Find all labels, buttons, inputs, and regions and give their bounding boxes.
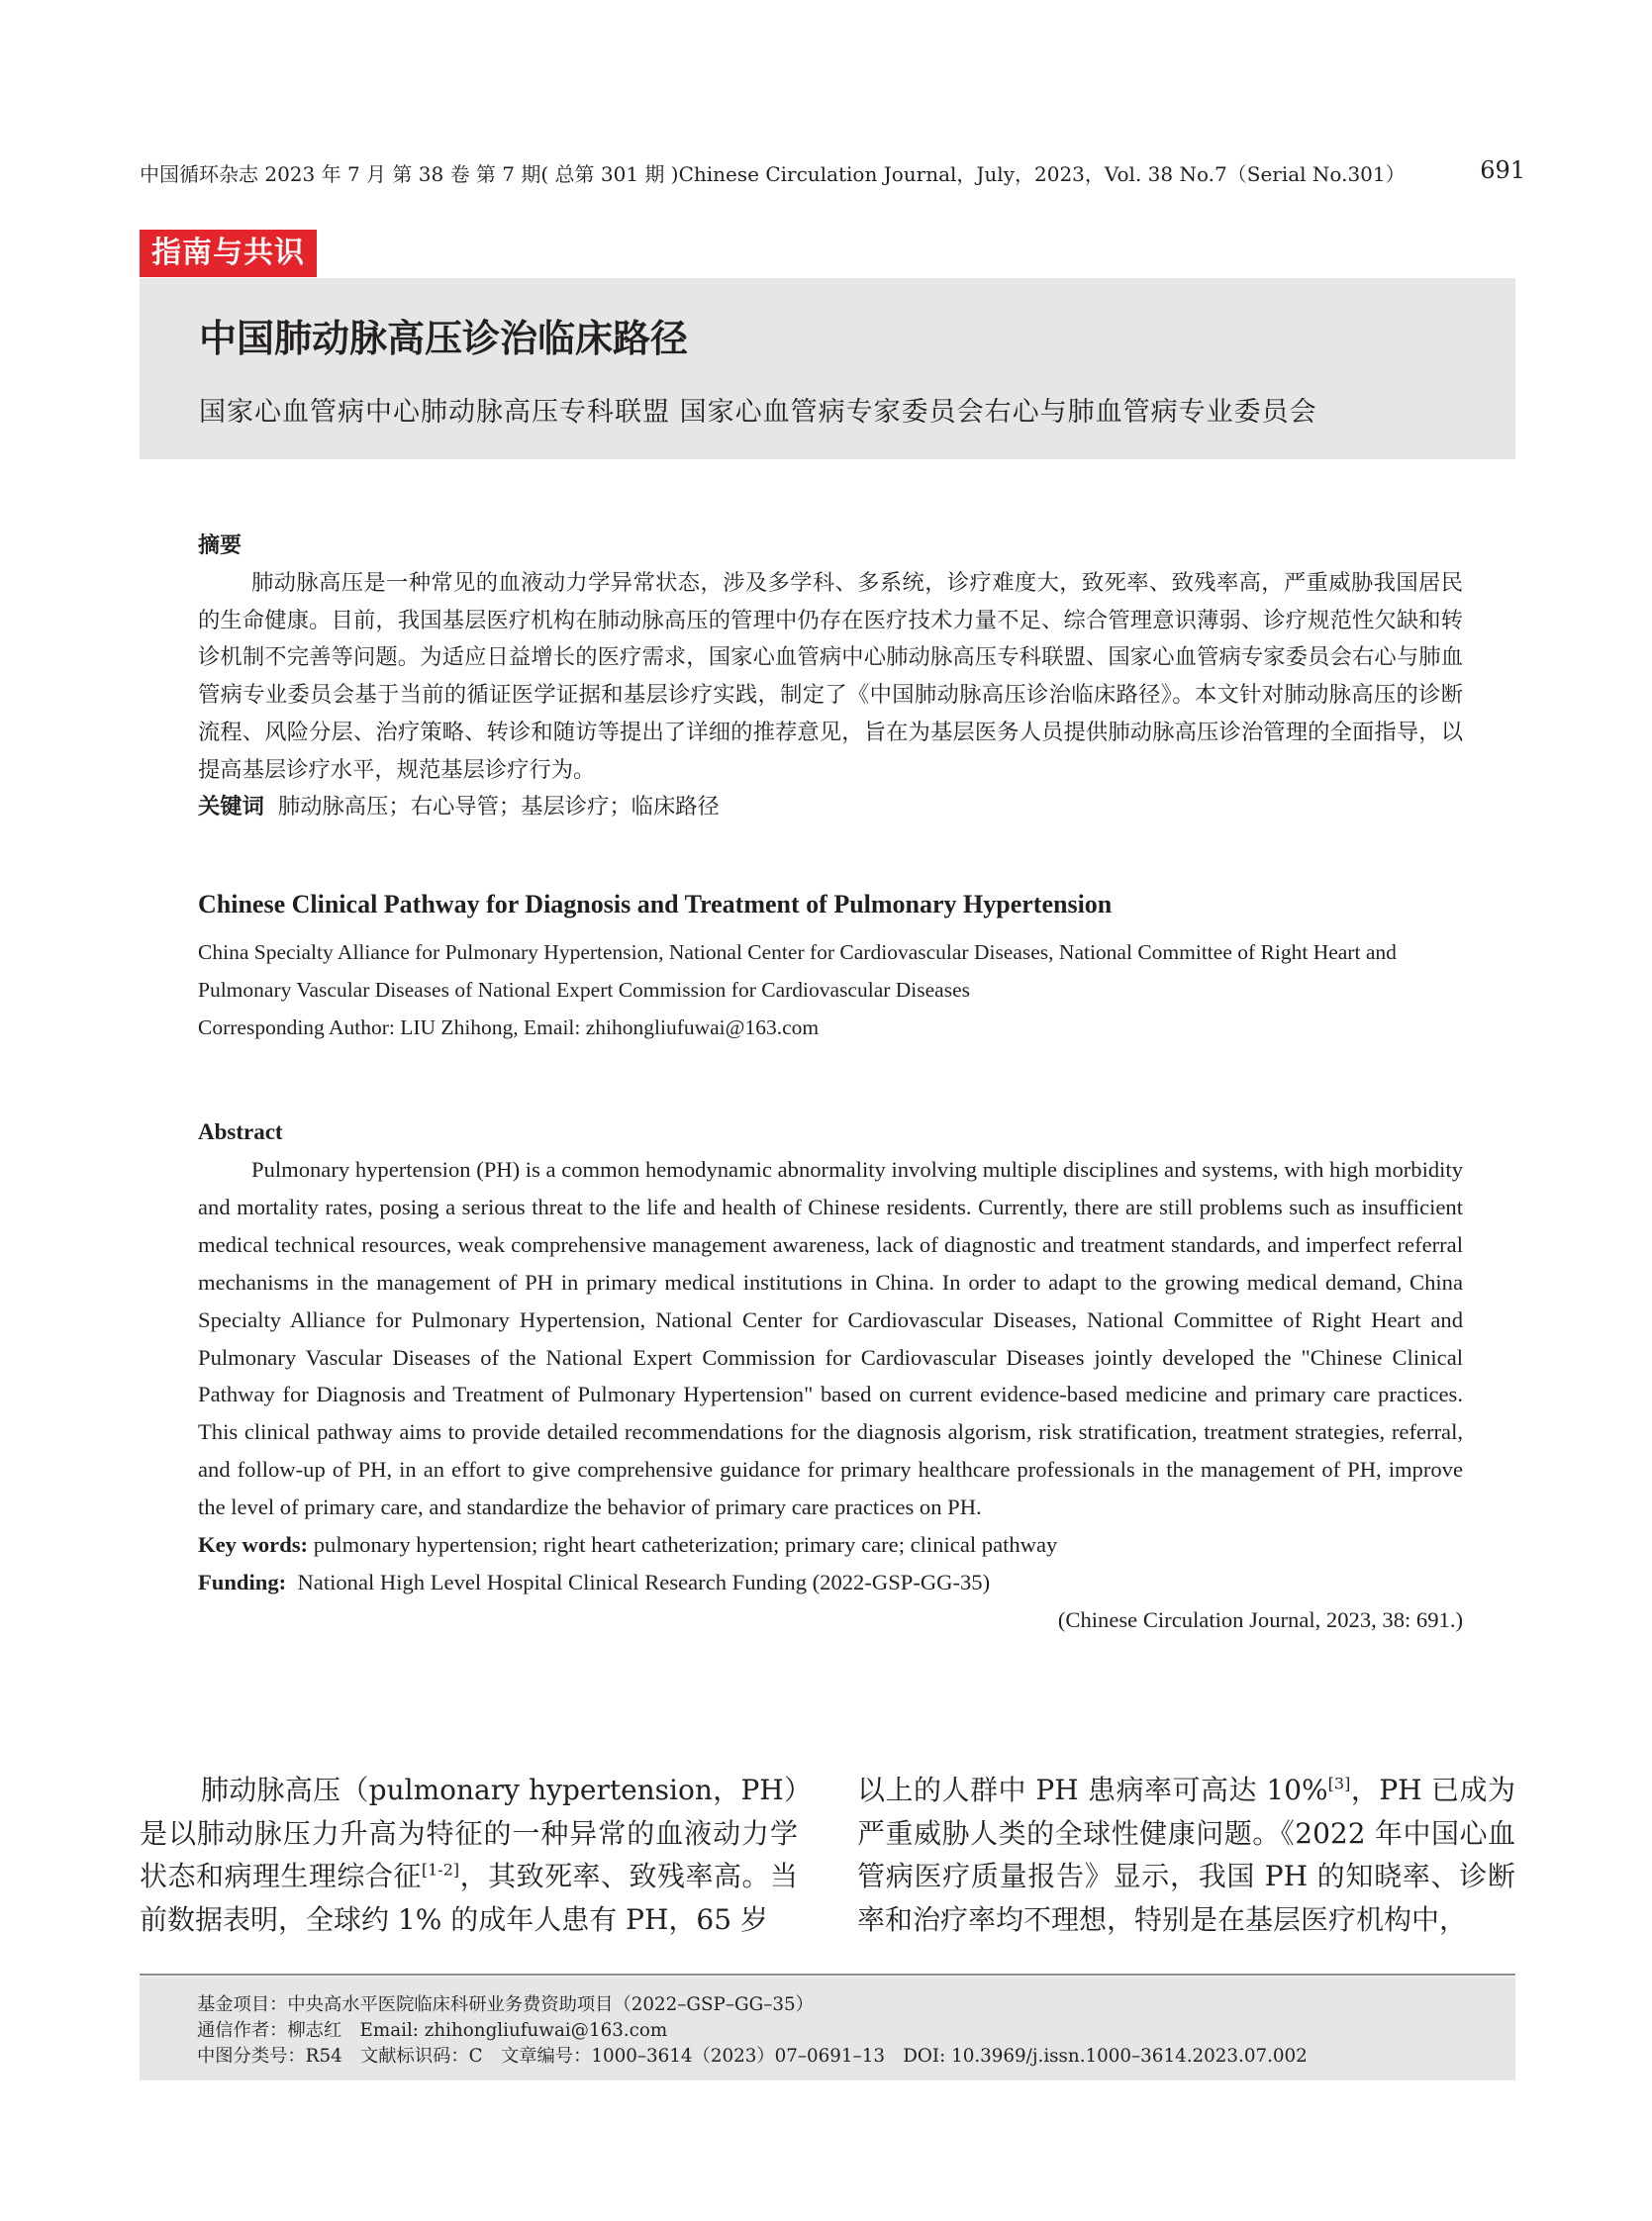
english-keywords — [198, 1526, 1463, 1564]
chinese-abstract-body: 肺动脉高压是一种常见的血液动力学异常状态，涉及多学科、多系统，诊疗难度大，致死率、致残率高，严重威胁我国居民的生命健康。目前，我国基层医疗机构在肺动脉高压的管理中仍存在医疗技术力量不足、综合管理意识薄弱、诊疗规范性欠缺和转诊机制不完善等问题。为适应日益增长的医疗需求，国家心血管病中心肺动脉高压专科联盟、国家心血管病专家委员会右心与肺血管病专业委员会基于当前的循证医学证据和基层诊疗实践，制定了《中国肺动脉高压诊治临床路径》。本文针对肺动脉高压的诊断流程、风险分层、治疗策略、转诊和随访等提出了详细的推荐意见，旨在为基层医务人员提供肺动脉高压诊治管理的全面指导，以提高基层诊疗水平，规范基层诊疗行为。 — [198, 570, 1463, 783]
body-left-text-a: 肺动脉高压（pulmonary hypertension，PH）是以肺动脉压力升高为特征的一种异常的血液动力学状态和病理生理综合征 — [140, 1774, 798, 1892]
chinese-abstract-heading: 摘要 — [198, 533, 243, 558]
title-band — [140, 278, 1515, 459]
footnote-classification: 中图分类号：R54 文献标识码：C 文章编号：1000–3614（2023）07–0691–13 DOI: 10.3969/j.issn.1000–3614.2023.07.002 — [197, 2046, 1308, 2067]
body-column-right — [857, 1769, 1515, 1941]
funding-text: National High Level Hospital Clinical Research Funding (2022-GSP-GG-35) — [297, 1569, 991, 1594]
chinese-keywords-label: 关键词 — [198, 794, 264, 821]
page-number: 691 — [1480, 156, 1525, 184]
footnote-correspondence: 通信作者：柳志红 Email: zhihongliufuwai@163.com — [197, 2020, 668, 2041]
english-abstract-heading: Abstract — [198, 1119, 283, 1144]
english-abstract-body: Pulmonary hypertension (PH) is a common hemodynamic abnormality involving multiple disciplines and systems, with high morbidity and mortality rates, posing a serious threat to the life and health of Chinese residents. Currently, there are still problems such as insufficient medical technical resources, weak comprehensive management awareness, lack of diagnostic and treatment standards, and imperfect referral mechanisms in the management of PH in primary medical institutions in China. In order to adapt to the growing medical demand, China Specialty Alliance for Pulmonary Hypertension, National Center for Cardiovascular Diseases, National Committee of Right Heart and Pulmonary Vascular Diseases of the National Expert Commission for Cardiovascular Diseases jointly developed the "Chinese Clinical Pathway for Diagnosis and Treatment of Pulmonary Hypertension" based on current evidence-based medicine and primary care practices. This clinical pathway aims to provide detailed recommendations for the diagnosis algorism, risk stratification, treatment strategies, referral, and follow-up of PH, in an effort to give comprehensive guidance for primary healthcare professionals in the management of PH, improve the level of primary care, and standardize the behavior of primary care practices on PH. — [198, 1157, 1463, 1520]
body-left-text-b: ，其致死率、致残率高。当前数据表明，全球约 1% 的成年人患有 PH，65 岁 — [140, 1860, 798, 1936]
footnote-divider — [140, 1974, 1515, 1976]
funding-line — [198, 1564, 1463, 1601]
english-title: Chinese Clinical Pathway for Diagnosis and Treatment of Pulmonary Hypertension — [198, 890, 1113, 918]
funding-label: Funding: — [198, 1569, 287, 1594]
reference-3: [3] — [1327, 1774, 1351, 1793]
corresponding-author: Corresponding Author: LIU Zhihong, Email: zhihongliufuwai@163.com — [198, 1015, 820, 1039]
english-abstract — [198, 1113, 1463, 1639]
author-groups: 国家心血管病中心肺动脉高压专科联盟 国家心血管病专家委员会右心与肺血管病专业委员会 — [199, 397, 1317, 428]
citation-line: (Chinese Circulation Journal, 2023, 38: 691.) — [1057, 1606, 1463, 1632]
english-affiliation: China Specialty Alliance for Pulmonary Hypertension, National Center for Cardiovascular Diseases, National Committee of Right Heart and Pulmonary Vascular Diseases of National Expert Commission for Cardiovascular Diseases — [198, 940, 1397, 1002]
chinese-keywords-text: 肺动脉高压；右心导管；基层诊疗；临床路径 — [277, 794, 720, 821]
chinese-keywords — [198, 789, 1463, 826]
english-keywords-label: Key words: — [198, 1532, 309, 1558]
footnote-funding: 基金项目：中央高水平医院临床科研业务费资助项目（2022–GSP–GG–35） — [197, 1994, 814, 2015]
section-tag: 指南与共识 — [140, 230, 317, 277]
reference-1-2: [1-2] — [421, 1860, 460, 1880]
running-header — [140, 158, 1525, 188]
body-column-left — [140, 1769, 798, 1941]
journal-citation: 中国循环杂志 2023 年 7 月 第 38 卷 第 7 期( 总第 301 期 )Chinese Circulation Journal，July，2023，Vol. 38 No.7（Serial No.301） — [140, 162, 1406, 186]
chinese-abstract — [198, 528, 1463, 826]
body-right-text-a: 以上的人群中 PH 患病率可高达 10% — [857, 1774, 1328, 1806]
footnote-band — [140, 1977, 1515, 2080]
body-right-text-b: ，PH 已成为严重威胁人类的全球性健康问题。《2022 年中国心血管病医疗质量报告》显示，我国 PH 的知晓率、诊断率和治疗率均不理想，特别是在基层医疗机构中， — [857, 1774, 1515, 1936]
english-keywords-text: pulmonary hypertension; right heart catheterization; primary care; clinical pathway — [313, 1532, 1058, 1558]
article-title: 中国肺动脉高压诊治临床路径 — [199, 317, 689, 360]
